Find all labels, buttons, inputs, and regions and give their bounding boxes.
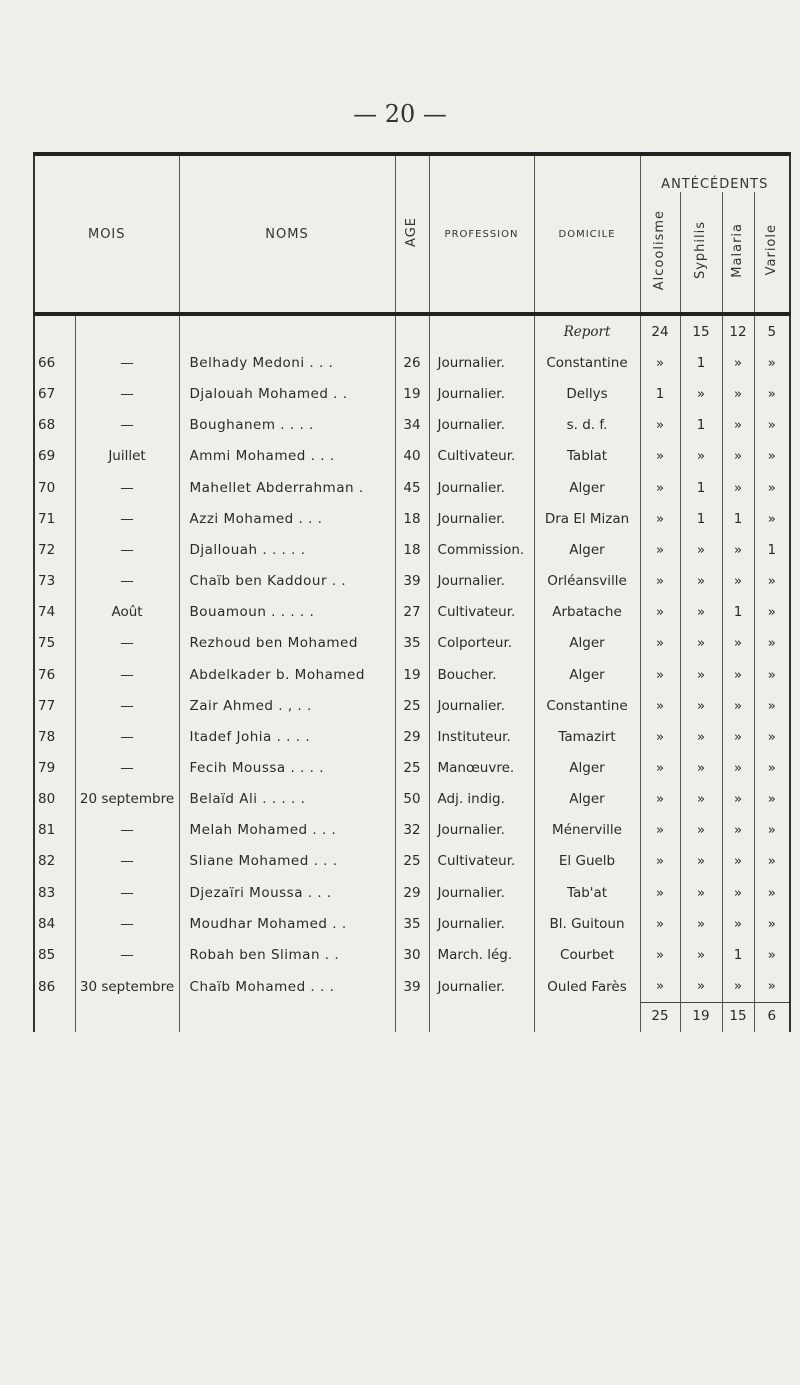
row-age: 39 [395, 565, 429, 596]
row-variole: » [754, 628, 790, 659]
row-mois: — [75, 846, 179, 877]
row-mois: — [75, 939, 179, 970]
row-profession: Cultivateur. [429, 597, 534, 628]
row-mois: — [75, 690, 179, 721]
row-age: 34 [395, 410, 429, 441]
row-syphilis: » [680, 659, 722, 690]
row-age: 25 [395, 690, 429, 721]
row-nom: Mahellet Abderrahman . [179, 472, 395, 503]
row-alcoolisme: » [640, 939, 680, 970]
row-profession: Journalier. [429, 565, 534, 596]
row-nom: Rezhoud ben Mohamed [179, 628, 395, 659]
row-number: 85 [34, 939, 75, 970]
row-variole: » [754, 659, 790, 690]
row-syphilis: » [680, 846, 722, 877]
table-row [34, 784, 790, 815]
total-alcoolisme: 25 [640, 1003, 680, 1030]
header-domicile: DOMICILE [534, 154, 640, 312]
row-number: 72 [34, 534, 75, 565]
row-domicile: Constantine [534, 690, 640, 721]
report-variole: 5 [754, 314, 790, 347]
row-profession: Adj. indig. [429, 784, 534, 815]
row-age: 18 [395, 534, 429, 565]
row-mois: 30 septembre [75, 971, 179, 1003]
row-number: 81 [34, 815, 75, 846]
row-nom: Melah Mohamed . . . [179, 815, 395, 846]
row-alcoolisme: » [640, 784, 680, 815]
row-domicile: Tab'at [534, 877, 640, 908]
row-alcoolisme: » [640, 441, 680, 472]
row-mois: 20 septembre [75, 784, 179, 815]
row-mois: — [75, 659, 179, 690]
row-number: 73 [34, 565, 75, 596]
row-syphilis: » [680, 908, 722, 939]
row-syphilis: » [680, 721, 722, 752]
row-profession: Journalier. [429, 908, 534, 939]
row-domicile: Alger [534, 752, 640, 783]
row-mois: Juillet [75, 441, 179, 472]
table-row [34, 410, 790, 441]
header-antecedents: ANTÉCÉDENTS [640, 154, 790, 192]
table-body [34, 314, 790, 1003]
row-profession: Cultivateur. [429, 441, 534, 472]
row-alcoolisme: » [640, 597, 680, 628]
row-domicile: Alger [534, 659, 640, 690]
row-variole: 1 [754, 534, 790, 565]
row-profession: Journalier. [429, 503, 534, 534]
row-profession: Journalier. [429, 971, 534, 1003]
total-syphilis: 19 [680, 1003, 722, 1030]
row-profession: Journalier. [429, 410, 534, 441]
blank-filler-row [34, 1029, 790, 1032]
row-alcoolisme: » [640, 565, 680, 596]
row-age: 26 [395, 347, 429, 378]
row-domicile: Tamazirt [534, 721, 640, 752]
row-domicile: Alger [534, 472, 640, 503]
row-alcoolisme: » [640, 721, 680, 752]
row-number: 83 [34, 877, 75, 908]
row-alcoolisme: » [640, 472, 680, 503]
table-row [34, 815, 790, 846]
row-domicile: Dra El Mizan [534, 503, 640, 534]
row-malaria: » [722, 347, 754, 378]
row-nom: Chaïb Mohamed . . . [179, 971, 395, 1003]
row-alcoolisme: » [640, 534, 680, 565]
row-nom: Moudhar Mohamed . . [179, 908, 395, 939]
row-alcoolisme: » [640, 410, 680, 441]
row-alcoolisme: » [640, 971, 680, 1003]
row-nom: Djallouah . . . . . [179, 534, 395, 565]
row-number: 80 [34, 784, 75, 815]
row-variole: » [754, 939, 790, 970]
row-syphilis: » [680, 441, 722, 472]
row-age: 29 [395, 721, 429, 752]
row-nom: Azzi Mohamed . . . [179, 503, 395, 534]
header-variole: Variole [754, 192, 790, 312]
row-domicile: Alger [534, 534, 640, 565]
row-age: 35 [395, 908, 429, 939]
row-number: 66 [34, 347, 75, 378]
row-variole: » [754, 721, 790, 752]
row-variole: » [754, 815, 790, 846]
row-syphilis: » [680, 379, 722, 410]
row-malaria: » [722, 441, 754, 472]
totals-row [34, 1003, 790, 1030]
row-nom: Fecih Moussa . . . . [179, 752, 395, 783]
row-variole: » [754, 503, 790, 534]
row-syphilis: » [680, 534, 722, 565]
header-profession: PROFESSION [429, 154, 534, 312]
row-malaria: » [722, 379, 754, 410]
row-variole: » [754, 877, 790, 908]
row-domicile: Arbatache [534, 597, 640, 628]
row-domicile: El Guelb [534, 846, 640, 877]
row-nom: Boughanem . . . . [179, 410, 395, 441]
row-malaria: » [722, 690, 754, 721]
row-number: 74 [34, 597, 75, 628]
row-number: 79 [34, 752, 75, 783]
row-number: 76 [34, 659, 75, 690]
row-profession: Boucher. [429, 659, 534, 690]
row-syphilis: » [680, 877, 722, 908]
row-mois: — [75, 534, 179, 565]
row-syphilis: 1 [680, 503, 722, 534]
table-row [34, 628, 790, 659]
report-malaria: 12 [722, 314, 754, 347]
row-malaria: » [722, 815, 754, 846]
report-alcoolisme: 24 [640, 314, 680, 347]
table-row [34, 971, 790, 1003]
row-age: 30 [395, 939, 429, 970]
row-profession: Journalier. [429, 347, 534, 378]
row-domicile: Ménerville [534, 815, 640, 846]
table-row [34, 379, 790, 410]
row-number: 70 [34, 472, 75, 503]
table-row [34, 690, 790, 721]
row-nom: Robah ben Sliman . . [179, 939, 395, 970]
row-malaria: » [722, 784, 754, 815]
row-domicile: s. d. f. [534, 410, 640, 441]
total-malaria: 15 [722, 1003, 754, 1030]
row-malaria: 1 [722, 503, 754, 534]
table-row [34, 597, 790, 628]
row-profession: Colporteur. [429, 628, 534, 659]
row-profession: Commission. [429, 534, 534, 565]
table-row [34, 752, 790, 783]
row-alcoolisme: » [640, 659, 680, 690]
table-header [34, 154, 790, 314]
row-domicile: Constantine [534, 347, 640, 378]
row-syphilis: » [680, 752, 722, 783]
row-nom: Bouamoun . . . . . [179, 597, 395, 628]
row-number: 82 [34, 846, 75, 877]
row-alcoolisme: » [640, 628, 680, 659]
row-profession: March. lég. [429, 939, 534, 970]
row-syphilis: » [680, 597, 722, 628]
row-number: 86 [34, 971, 75, 1003]
row-domicile: Alger [534, 628, 640, 659]
table-row [34, 721, 790, 752]
row-malaria: » [722, 971, 754, 1003]
row-profession: Manœuvre. [429, 752, 534, 783]
row-mois: — [75, 379, 179, 410]
row-mois: — [75, 877, 179, 908]
report-label: Report [534, 314, 640, 347]
row-malaria: » [722, 846, 754, 877]
row-malaria: » [722, 628, 754, 659]
table-row [34, 939, 790, 970]
row-malaria: » [722, 752, 754, 783]
header-syphilis: Syphilis [680, 192, 722, 312]
row-profession: Journalier. [429, 815, 534, 846]
row-alcoolisme: » [640, 503, 680, 534]
row-variole: » [754, 410, 790, 441]
row-domicile: Orléansville [534, 565, 640, 596]
row-age: 45 [395, 472, 429, 503]
row-alcoolisme: » [640, 846, 680, 877]
row-number: 71 [34, 503, 75, 534]
header-malaria: Malaria [722, 192, 754, 312]
row-syphilis: » [680, 784, 722, 815]
total-variole: 6 [754, 1003, 790, 1030]
report-row [34, 314, 790, 347]
row-syphilis: » [680, 690, 722, 721]
row-age: 40 [395, 441, 429, 472]
row-profession: Instituteur. [429, 721, 534, 752]
row-number: 67 [34, 379, 75, 410]
header-alcoolisme: Alcoolisme [640, 192, 680, 312]
row-age: 19 [395, 659, 429, 690]
table-row [34, 877, 790, 908]
row-age: 39 [395, 971, 429, 1003]
row-nom: Djalouah Mohamed . . [179, 379, 395, 410]
table-row [34, 565, 790, 596]
table-row [34, 534, 790, 565]
header-age: AGE [395, 154, 429, 312]
row-nom: Itadef Johia . . . . [179, 721, 395, 752]
row-age: 35 [395, 628, 429, 659]
row-variole: » [754, 441, 790, 472]
patient-register-table [33, 152, 791, 1032]
row-nom: Abdelkader b. Mohamed [179, 659, 395, 690]
row-profession: Cultivateur. [429, 846, 534, 877]
row-syphilis: » [680, 565, 722, 596]
table-row [34, 908, 790, 939]
row-malaria: » [722, 565, 754, 596]
row-alcoolisme: » [640, 815, 680, 846]
row-variole: » [754, 472, 790, 503]
row-nom: Chaïb ben Kaddour . . [179, 565, 395, 596]
row-profession: Journalier. [429, 690, 534, 721]
row-number: 69 [34, 441, 75, 472]
row-variole: » [754, 784, 790, 815]
row-mois: — [75, 908, 179, 939]
row-profession: Journalier. [429, 379, 534, 410]
row-syphilis: 1 [680, 410, 722, 441]
row-alcoolisme: » [640, 752, 680, 783]
row-mois: — [75, 347, 179, 378]
row-number: 84 [34, 908, 75, 939]
report-syphilis: 15 [680, 314, 722, 347]
row-mois: — [75, 472, 179, 503]
row-malaria: » [722, 534, 754, 565]
row-variole: » [754, 846, 790, 877]
row-alcoolisme: » [640, 347, 680, 378]
row-malaria: » [722, 659, 754, 690]
row-malaria: » [722, 410, 754, 441]
row-domicile: Ouled Farès [534, 971, 640, 1003]
row-syphilis: » [680, 971, 722, 1003]
row-nom: Belhady Medoni . . . [179, 347, 395, 378]
row-nom: Zair Ahmed . , . . [179, 690, 395, 721]
row-profession: Journalier. [429, 472, 534, 503]
row-mois: — [75, 503, 179, 534]
row-domicile: Bl. Guitoun [534, 908, 640, 939]
row-malaria: 1 [722, 939, 754, 970]
row-profession: Journalier. [429, 877, 534, 908]
row-age: 18 [395, 503, 429, 534]
page-number: — 20 — [353, 100, 447, 128]
row-syphilis: 1 [680, 472, 722, 503]
row-malaria: » [722, 721, 754, 752]
row-nom: Belaïd Ali . . . . . [179, 784, 395, 815]
table-row [34, 846, 790, 877]
table-row [34, 503, 790, 534]
row-age: 32 [395, 815, 429, 846]
table-row [34, 659, 790, 690]
row-variole: » [754, 565, 790, 596]
row-domicile: Alger [534, 784, 640, 815]
row-age: 25 [395, 846, 429, 877]
row-age: 29 [395, 877, 429, 908]
row-age: 50 [395, 784, 429, 815]
row-number: 75 [34, 628, 75, 659]
row-domicile: Courbet [534, 939, 640, 970]
row-variole: » [754, 752, 790, 783]
row-variole: » [754, 971, 790, 1003]
row-mois: — [75, 752, 179, 783]
row-number: 68 [34, 410, 75, 441]
table-row [34, 472, 790, 503]
row-nom: Djezaïri Moussa . . . [179, 877, 395, 908]
row-domicile: Tablat [534, 441, 640, 472]
row-mois: — [75, 410, 179, 441]
row-age: 27 [395, 597, 429, 628]
row-domicile: Dellys [534, 379, 640, 410]
row-syphilis: » [680, 815, 722, 846]
row-mois: — [75, 721, 179, 752]
row-malaria: » [722, 877, 754, 908]
row-malaria: » [722, 472, 754, 503]
row-variole: » [754, 690, 790, 721]
row-number: 78 [34, 721, 75, 752]
row-malaria: » [722, 908, 754, 939]
row-mois: Août [75, 597, 179, 628]
row-variole: » [754, 379, 790, 410]
table-row [34, 347, 790, 378]
row-number: 77 [34, 690, 75, 721]
row-variole: » [754, 597, 790, 628]
row-age: 19 [395, 379, 429, 410]
row-mois: — [75, 628, 179, 659]
row-alcoolisme: 1 [640, 379, 680, 410]
row-alcoolisme: » [640, 690, 680, 721]
row-alcoolisme: » [640, 908, 680, 939]
row-nom: Sliane Mohamed . . . [179, 846, 395, 877]
row-age: 25 [395, 752, 429, 783]
row-mois: — [75, 815, 179, 846]
row-malaria: 1 [722, 597, 754, 628]
header-noms: NOMS [179, 154, 395, 312]
row-variole: » [754, 908, 790, 939]
row-variole: » [754, 347, 790, 378]
row-syphilis: » [680, 939, 722, 970]
row-alcoolisme: » [640, 877, 680, 908]
row-syphilis: 1 [680, 347, 722, 378]
row-nom: Ammi Mohamed . . . [179, 441, 395, 472]
row-syphilis: » [680, 628, 722, 659]
header-mois: MOIS [34, 154, 179, 312]
row-mois: — [75, 565, 179, 596]
table-row [34, 441, 790, 472]
